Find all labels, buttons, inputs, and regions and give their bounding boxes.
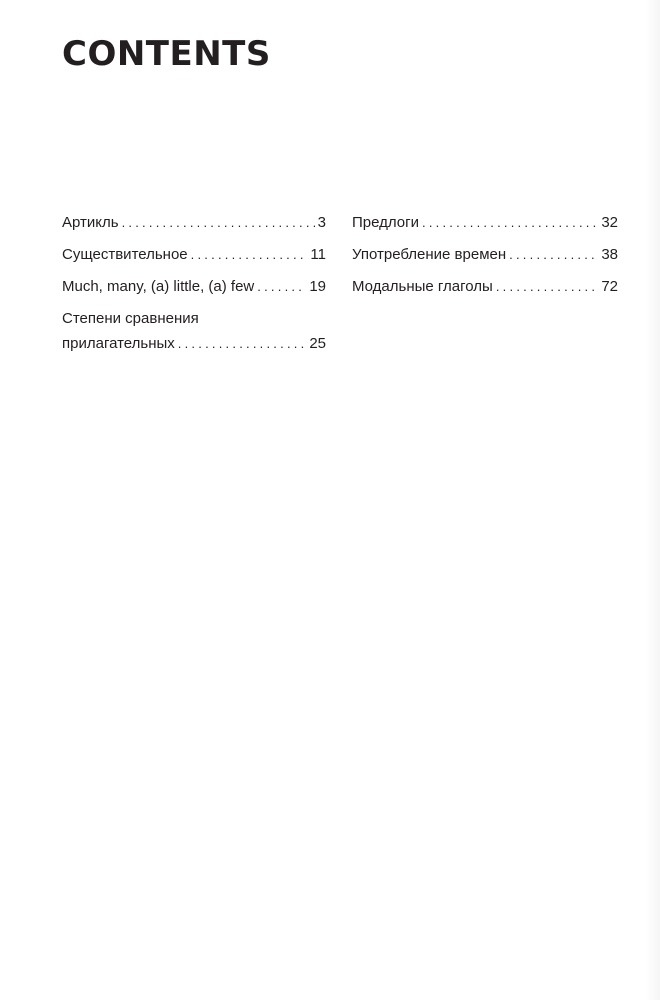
toc-entry-label: Предлоги [352, 214, 420, 231]
toc-entry-page: 11 [310, 246, 326, 263]
page-title: CONTENTS [62, 34, 271, 74]
toc-entry-line2 [62, 334, 326, 354]
toc-entry[interactable] [62, 245, 326, 265]
toc-dot-leader [496, 277, 598, 297]
toc-dot-leader [257, 277, 306, 297]
toc-entry-label: Артикль [62, 214, 119, 231]
toc-entry-page: 72 [601, 278, 618, 295]
toc-entry-label: Существительное [62, 246, 188, 263]
toc-dot-leader [509, 245, 598, 265]
toc-entry-page: 25 [309, 335, 326, 352]
toc-entry-page: 3 [317, 214, 326, 231]
toc-column-right [352, 213, 618, 309]
page-edge-shadow [646, 0, 660, 1000]
toc-entry-page: 38 [601, 246, 618, 263]
toc-entry-label-line2: прилагательных [62, 335, 175, 352]
toc-dot-leader [422, 213, 598, 233]
toc-dot-leader [178, 334, 307, 354]
toc-entry[interactable] [62, 213, 326, 233]
toc-entry-page: 19 [309, 278, 326, 295]
toc-entry[interactable] [62, 309, 326, 354]
toc-column-left [62, 213, 326, 366]
toc-dot-leader [122, 213, 315, 233]
toc-entry-page: 32 [601, 214, 618, 231]
toc-entry[interactable] [62, 277, 326, 297]
toc-entry-label: Модальные глаголы [352, 278, 493, 295]
toc-entry-label: Much, many, (a) little, (a) few [62, 278, 255, 295]
toc-entry[interactable] [352, 277, 618, 297]
toc-entry[interactable] [352, 213, 618, 233]
toc-entry-label: Употребление времен [352, 246, 507, 263]
toc-entry-label-line1: Степени сравнения [62, 310, 199, 327]
toc-entry[interactable] [352, 245, 618, 265]
toc-dot-leader [191, 245, 308, 265]
